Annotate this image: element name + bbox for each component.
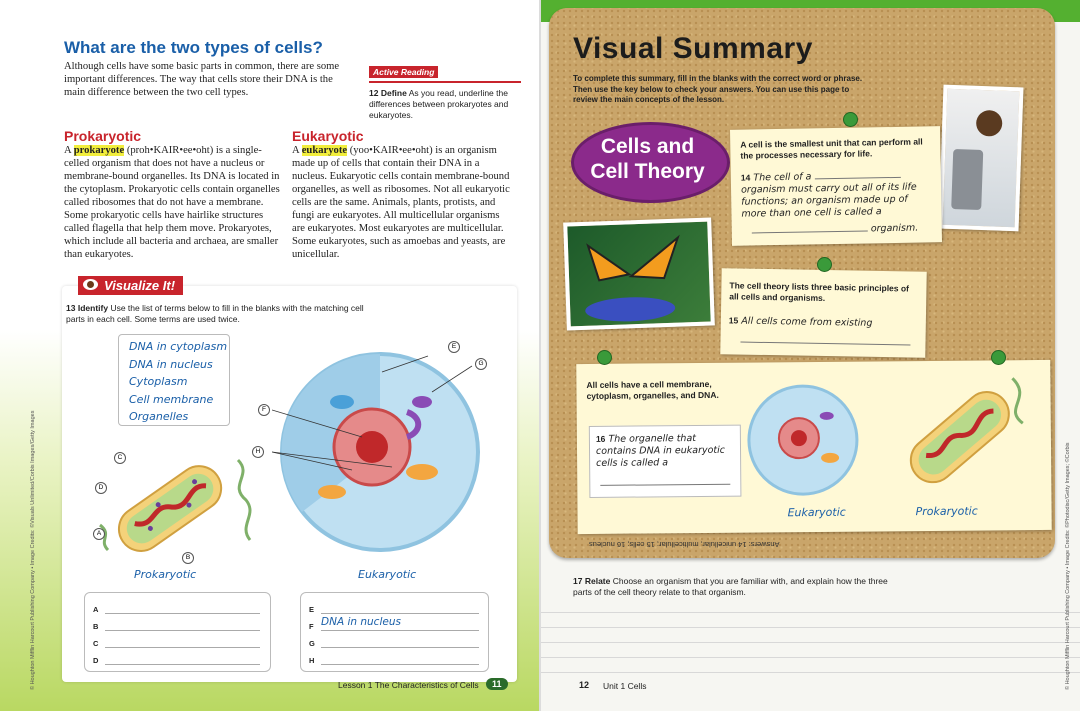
identify-keyword: Identify [77,303,109,313]
eukaryotic-heading: Eukaryotic [292,128,364,144]
microscope-photo [939,85,1024,232]
note-15-num: 15 [728,315,739,326]
note-16-body: The organelle that contains DNA in eukaryotic cells is called a [595,433,726,469]
left-image-credit: © Houghton Mifflin Harcourt Publishing Company • Image Credits: ©Visuals Unlimited/Corbis Images/Getty Images [30,410,36,690]
label-a: A [93,528,105,540]
eukaryotic-body: (yoo•KAIR•ee•oht) is an organism made up of cells that contain their DNA in a nucleus. Eukaryotic cells contain membrane-bound organelles, as well as ribosomes. Not all eukaryotic cells are the same. Animals, plants, protists, and fungi are eukaryotes. All multicellular organisms are eukaryotes. Most eukaryotes are multicellular. Some eukaryotes, such as amoebas and yeasts, are unicellular. [292,145,510,260]
left-page-footer: Lesson 1 The Characteristics of Cells [338,680,479,690]
word-bank-item: DNA in cytoplasm [129,340,228,353]
note-14 [730,126,942,246]
note-16-heading: All cells have a cell membrane, cytoplasm, organelles, and DNA. [586,378,719,401]
label-h: H [252,446,264,458]
answer-box-efgh [300,592,489,672]
relate-num: 17 [573,576,583,586]
word-bank-item: Organelles [129,410,189,423]
ruled-writing-area[interactable] [541,598,1080,678]
pushpin-icon [843,112,858,127]
intro-paragraph: Although cells have some basic parts in common, there are some important differences. The way that cells store their DNA is the main difference between the two cell types. [64,61,340,98]
visualize-tag-label: Visualize It! [104,278,176,293]
note-16 [576,360,1051,534]
microscope-icon [951,149,983,210]
left-page [0,0,539,711]
answer-key-g: G [309,639,315,648]
label-e: E [448,341,460,353]
topic-bubble-text [571,134,724,184]
visualize-it-tag [78,276,183,295]
answer-key-f: F [309,622,314,631]
word-bank [118,334,230,426]
eukaryotic-caption: Eukaryotic [358,568,417,581]
eye-icon [83,279,98,290]
eukaryotic-section [292,128,514,261]
note-14-line [752,222,936,237]
note-eukaryotic-cell [744,378,860,504]
eukaryotic-cell-illustration [272,342,486,567]
label-c: C [114,452,126,464]
answer-box-abcd [84,592,271,672]
answer-line-f[interactable] [321,630,479,631]
note-14-text [741,168,934,220]
word-bank-item: DNA in nucleus [129,357,213,371]
answer-key-e: E [309,605,315,614]
note-14-num: 14 [740,172,751,183]
answer-line-e[interactable] [321,613,479,614]
label-d: D [95,482,107,494]
answer-line-d[interactable] [105,664,260,665]
define-num: 12 [369,88,379,98]
answer-key-a: A [93,605,99,614]
note-15-text [729,314,919,330]
label-b: B [182,552,194,564]
pushpin-icon [991,350,1006,365]
word-bank-item: Cytoplasm [129,375,188,388]
answer-f-value: DNA in nucleus [321,616,401,628]
prokaryotic-text [64,144,284,261]
answer-line-a[interactable] [105,613,260,614]
right-page-footer: Unit 1 Cells [603,681,647,691]
eukaryote-term: eukaryote [301,145,348,156]
identify-prompt [66,303,366,325]
note-16-num: 16 [595,433,606,444]
note-15-body: All cells come from existing [741,315,873,329]
eukaryotic-text [292,144,514,261]
blank-15[interactable] [740,342,910,346]
butterfly-photo [563,217,715,330]
prokaryotic-article: A [64,145,72,156]
butterfly-icon [567,222,710,327]
eukaryotic-article: A [292,145,300,156]
answer-line-h[interactable] [321,664,479,665]
answer-key-d: D [93,656,99,665]
left-page-number: 11 [486,678,508,690]
define-prompt [369,88,515,121]
bubble-line-2: Cell Theory [590,160,705,183]
note-prokaryotic-cell [872,368,1043,504]
active-reading-tag: Active Reading [369,66,438,78]
label-f: F [258,404,270,416]
visual-summary-title: Visual Summary [573,32,813,65]
note-prokaryotic-caption: Prokaryotic [915,504,978,519]
prokaryotic-body: (proh•KAIR•ee•oht) is a single-celled organism that does not have a nucleus or membrane-bound organelles. Its DNA is located in the cytoplasm. Prokaryotic cells contain organelles called ribosomes that do not have a membrane. Some prokaryotic cells have hairlike structures called flagella that help them move. Prokaryotes, which include all bacteria and archaea, are smaller than eukaryotes. [64,145,280,260]
label-g: G [475,358,487,370]
prokaryotic-section [64,128,284,261]
answer-key-c: C [93,639,99,648]
relate-prompt [573,576,893,598]
relate-keyword: Relate [584,576,611,586]
right-page [541,0,1080,711]
bubble-line-1: Cells and [600,135,695,158]
boy-head-icon [976,110,1003,137]
note-16-text [596,432,736,470]
identify-text: Use the list of terms below to fill in the blanks with the matching cell parts in each cell. Some terms are used twice. [66,303,364,324]
note-16-answer-box [589,425,742,498]
pushpin-icon [817,257,832,272]
blank-14a[interactable] [814,177,900,180]
note-15-heading: The cell theory lists three basic principles of all cells and organisms. [729,280,910,304]
answer-line-b[interactable] [105,630,260,631]
blank-14b[interactable] [752,230,868,233]
relate-text: Choose an organism that you are familiar with, and explain how the three parts of the cell theory relate to that organism. [573,576,888,597]
page-title: What are the two types of cells? [64,38,323,57]
right-page-number: 12 [579,680,590,690]
pushpin-icon [597,350,612,365]
active-reading-box [369,62,515,121]
answer-key-upside-down: Answers: 14 unicellular, multicellular; 15 cells; 16 nucleus [589,540,780,549]
identify-num: 13 [66,303,76,313]
visual-summary-intro: To complete this summary, fill in the blanks with the correct word or phrase. Then use the key below to check your answers. You can use this page to review the main concepts of the lesson. [573,74,863,104]
note-15 [720,268,926,358]
define-keyword: Define [380,88,407,98]
note-14-text-1: The cell of a [753,171,812,184]
answer-key-b: B [93,622,99,631]
note-eukaryotic-caption: Eukaryotic [787,505,846,520]
blank-16[interactable] [600,484,730,486]
define-text: As you read, underline the differences between prokaryotes and eukaryotes. [369,88,509,120]
right-image-credit: © Houghton Mifflin Harcourt Publishing Company • Image Credits: ©Photodisc/Getty Images; ©Corbis [1065,442,1071,690]
answer-line-g[interactable] [321,647,479,648]
word-bank-item: Cell membrane [129,392,214,406]
note-14-text-3: organism. [870,222,919,235]
prokaryotic-caption: Prokaryotic [134,568,197,581]
prokaryotic-heading: Prokaryotic [64,128,142,144]
active-reading-rule [369,81,521,83]
note-14-text-2: organism must carry out all of its life functions; an organism made up of more than one cell is called a [740,181,917,220]
answer-line-c[interactable] [105,647,260,648]
note-14-heading: A cell is the smallest unit that can perform all the processes necessary for life. [740,136,923,161]
answer-key-h: H [309,656,315,665]
prokaryote-term: prokaryote [73,145,125,156]
